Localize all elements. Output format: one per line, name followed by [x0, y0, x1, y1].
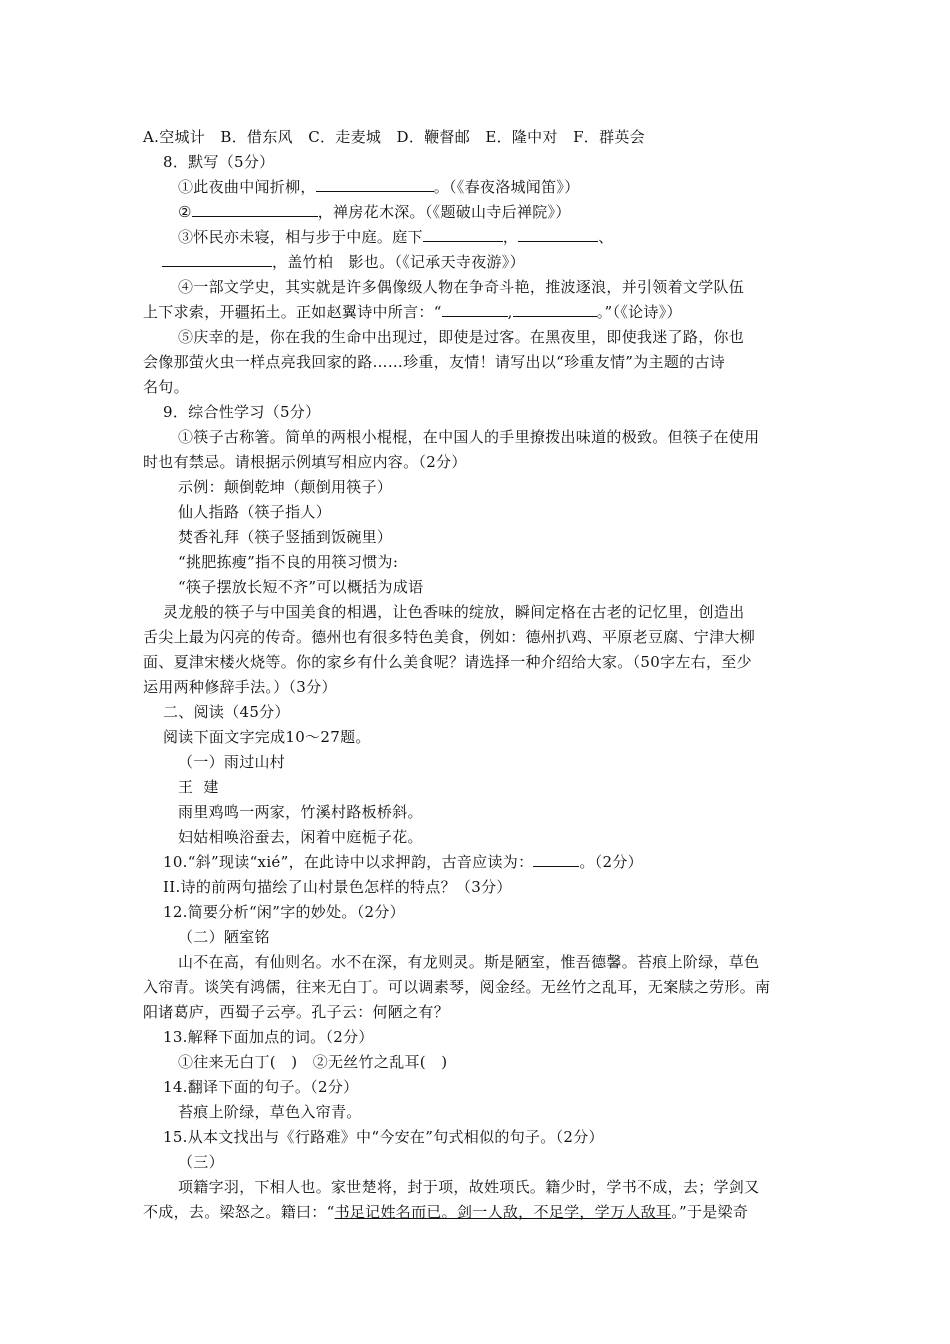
- q8-item-1: ①此夜曲中闻折柳， 。（《春夜洛城闻笛》）: [178, 178, 580, 196]
- poem-line-2: 妇姑相唤浴蚕去，闲着中庭栀子花。: [178, 828, 423, 846]
- answer-blank[interactable]: [518, 227, 598, 242]
- reading-instruction: 阅读下面文字完成10～27题。: [163, 728, 371, 746]
- q9-item-1-cont: 时也有禁忌。请根据示例填写相应内容。（2分）: [143, 453, 467, 471]
- q8-heading: 8．默写（5分）: [163, 153, 275, 171]
- q13-items: ①往来无白丁( ) ②无丝竹之乱耳( ): [178, 1053, 448, 1071]
- q8-item-5-end: 名句。: [143, 378, 189, 396]
- passage-2-title: （二）陋室铭: [178, 928, 270, 946]
- q12: 12.简要分析“闲”字的妙处。（2分）: [163, 903, 405, 921]
- answer-blank[interactable]: [442, 302, 508, 317]
- answer-blank[interactable]: [192, 202, 318, 217]
- q9-item-2-end: 运用两种修辞手法。）（3分）: [143, 678, 337, 696]
- answer-blank[interactable]: [162, 252, 272, 267]
- q11: II.诗的前两句描绘了山村景色怎样的特点？（3分）: [163, 878, 512, 896]
- answer-blank[interactable]: [533, 852, 579, 867]
- q8-item-4: ④一部文学史，其实就是许多偶像级人物在争奇斗艳，推波逐浪，并引领着文学队伍: [178, 278, 745, 296]
- underlined-sentence: 书足记姓名而已。剑一人敌，不足学，学万人敌耳: [334, 1203, 672, 1221]
- q8-item-3-cont: ，盖竹柏 影也。（《记承天寺夜游》）: [162, 252, 525, 272]
- q9-prompt-1: “挑肥拣瘦”指不良的用筷习惯为:: [178, 553, 399, 571]
- q8-item-5-cont: 会像那萤火虫一样点亮我回家的路……珍重，友情！请写出以“珍重友情”为主题的古诗: [143, 353, 726, 371]
- passage-3-title: （三）: [178, 1153, 224, 1171]
- q13: 13.解释下面加点的词。（2分）: [163, 1028, 374, 1046]
- q9-prompt-2: “筷子摆放长短不齐”可以概括为成语: [178, 578, 424, 596]
- poem-author: 王 建: [178, 778, 219, 796]
- q9-example-2: 仙人指路（筷子指人）: [178, 503, 332, 521]
- passage-2-line-1: 山不在高，有仙则名。水不在深，有龙则灵。斯是陋室，惟吾德馨。苔痕上阶绿，草色: [178, 953, 760, 971]
- q14-sentence: 苔痕上阶绿，草色入帘青。: [178, 1103, 362, 1121]
- q8-item-2: ② ，禅房花木深。（《题破山寺后禅院》）: [178, 203, 571, 221]
- q15: 15.从本文找出与《行路难》中“今安在”句式相似的句子。（2分）: [163, 1128, 604, 1146]
- answer-blank[interactable]: [316, 177, 434, 192]
- passage-3-line-2: 不成，去。梁怒之。籍曰：“书足记姓名而已。剑一人敌，不足学，学万人敌耳。”于是梁奇: [143, 1203, 749, 1221]
- answer-blank[interactable]: [423, 227, 503, 242]
- q8-item-3: ③怀民亦未寝，相与步于中庭。庭下 ， 、: [178, 228, 614, 246]
- q8-item-5: ⑤庆幸的是，你在我的生命中出现过，即使是过客。在黑夜里，即使我迷了路，你也: [178, 328, 745, 346]
- poem-line-1: 雨里鸡鸣一两家，竹溪村路板桥斜。: [178, 803, 423, 821]
- q9-item-1: ①筷子古称箸。简单的两根小棍棍，在中国人的手里撩拨出味道的极致。但筷子在使用: [178, 428, 760, 446]
- q8-item-4-cont: 上下求索，开疆拓土。正如赵翼诗中所言：“ , 。”（《论诗》）: [143, 303, 682, 321]
- passage-2-line-3: 阳诸葛庐，西蜀子云亭。孔子云：何陋之有？: [143, 1003, 450, 1021]
- q14: 14.翻译下面的句子。（2分）: [163, 1078, 359, 1096]
- q9-item-2: 灵龙般的筷子与中国美食的相遇，让色香味的绽放，瞬间定格在古老的记忆里，创造出: [163, 603, 745, 621]
- q10: 10.“斜”现读“xié”，在此诗中以求押韵，古音应读为： 。（2分）: [163, 853, 643, 871]
- q9-example-3: 焚香礼拜（筷子竖插到饭碗里）: [178, 528, 393, 546]
- line-options: A.空城计 B．借东风 C．走麦城 D．鞭督邮 E．隆中对 F．群英会: [143, 128, 645, 146]
- poem-title: （一）雨过山村: [178, 753, 286, 771]
- q9-item-2-cont: 舌尖上最为闪亮的传奇。德州也有很多特色美食，例如：德州扒鸡、平原老豆腐、宁津大柳: [143, 628, 756, 646]
- passage-2-line-2: 入帘青。谈笑有鸿儒，往来无白丁。可以调素琴，阅金经。无丝竹之乱耳，无案牍之劳形。南: [143, 978, 771, 996]
- passage-3-line-1: 项籍字羽，下相人也。家世楚将，封于项，故姓项氏。籍少时，学书不成，去；学剑又: [178, 1178, 760, 1196]
- q9-item-2-cont-2: 面、夏津宋楼火烧等。你的家乡有什么美食呢？请选择一种介绍给大家。（50字左右，至少: [143, 653, 752, 671]
- section-2-heading: 二、阅读（45分）: [163, 703, 290, 721]
- q9-example: 示例：颠倒乾坤（颠倒用筷子）: [178, 478, 393, 496]
- q9-heading: 9．综合性学习（5分）: [163, 403, 321, 421]
- answer-blank[interactable]: [513, 302, 597, 317]
